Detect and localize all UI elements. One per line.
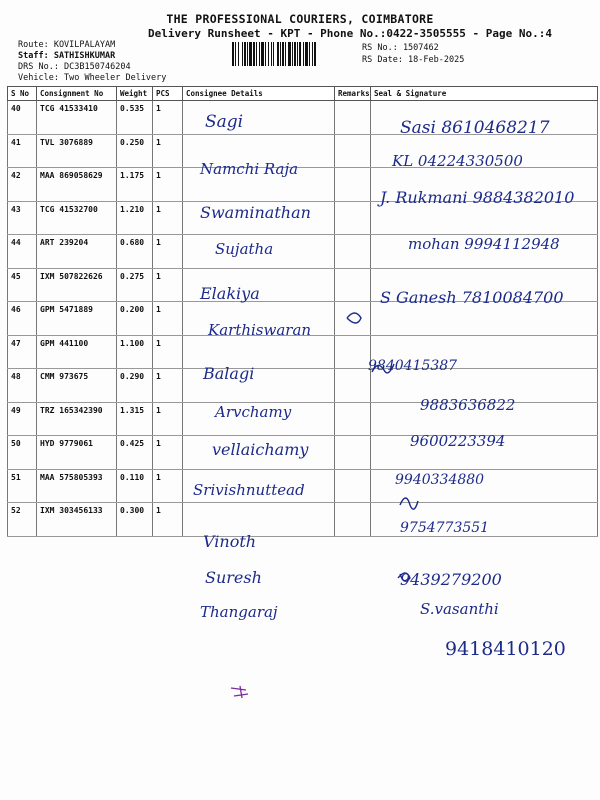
consignment-cell: IXM 303456133 [37,503,117,537]
weight-cell: 0.425 [117,436,153,470]
sno-cell: 51 [8,469,37,503]
consignee-handwritten-name: Thangaraj [200,603,278,621]
rs-number: RS No.: 1507462 [362,43,439,53]
sno-cell: 48 [8,369,37,403]
weight-cell: 1.315 [117,402,153,436]
sno-cell: 43 [8,201,37,235]
consignee-handwritten-name: Sagi [205,112,244,132]
consignee-handwritten-name: Sujatha [215,240,274,258]
weight-cell: 0.680 [117,235,153,269]
pcs-cell: 1 [153,168,183,202]
seal-handwritten-signature: 9600223394 [410,432,506,450]
consignee-handwritten-name: Arvchamy [215,403,292,421]
weight-cell: 1.175 [117,168,153,202]
consignment-cell: IXM 507822626 [37,268,117,302]
sno-cell: 47 [8,335,37,369]
seal-handwritten-signature: 9840415387 [368,358,458,374]
seal-handwritten-signature: Sasi 8610468217 [400,118,550,138]
seal-handwritten-signature: 9940334880 [395,472,485,488]
sno-cell: 41 [8,134,37,168]
pcs-cell: 1 [153,369,183,403]
consignee-handwritten-name: Karthiswaran [208,321,312,339]
drs-label: DRS No.: DC3B150746204 [18,62,131,72]
seal-handwritten-signature: KL 04224330500 [392,152,523,170]
consignment-cell: TCG 41533410 [37,101,117,135]
col-pcs: PCS [153,87,183,101]
vehicle-label: Vehicle: Two Wheeler Delivery [18,73,167,83]
pcs-cell: 1 [153,101,183,135]
weight-cell: 0.535 [117,101,153,135]
route-label: Route: KOVILPALAYAM [18,40,116,50]
consignment-cell: CMM 973675 [37,369,117,403]
weight-cell: 0.250 [117,134,153,168]
weight-cell: 0.110 [117,469,153,503]
consignee-handwritten-name: Suresh [205,568,262,587]
pcs-cell: 1 [153,402,183,436]
col-consignment: Consignment No [37,87,117,101]
rs-date: RS Date: 18-Feb-2025 [362,55,465,65]
pcs-cell: 1 [153,302,183,336]
sno-cell: 40 [8,101,37,135]
col-remarks: Remarks [335,87,371,101]
consignment-cell: TRZ 165342390 [37,402,117,436]
consignment-cell: TVL 3076889 [37,134,117,168]
consignee-handwritten-name: Vinoth [203,532,257,551]
sno-cell: 42 [8,168,37,202]
staff-label: Staff: SATHISHKUMAR [18,51,116,61]
sno-cell: 46 [8,302,37,336]
col-sno: S No [8,87,37,101]
pcs-cell: 1 [153,469,183,503]
sno-cell: 45 [8,268,37,302]
company-title: THE PROFESSIONAL COURIERS, COIMBATORE [166,12,434,26]
consignment-cell: HYD 9779061 [37,436,117,470]
weight-cell: 1.100 [117,335,153,369]
consignee-handwritten-name: vellaichamy [212,440,309,459]
col-consignee: Consignee Details [183,87,335,101]
weight-cell: 0.275 [117,268,153,302]
weight-cell: 1.210 [117,201,153,235]
seal-handwritten-signature: S Ganesh 7810084700 [380,288,564,307]
footer-handwritten-number: 9418410120 [445,638,566,660]
weight-cell: 0.290 [117,369,153,403]
consignment-cell: MAA 575805393 [37,469,117,503]
pcs-cell: 1 [153,503,183,537]
sno-cell: 49 [8,402,37,436]
seal-handwritten-signature: J. Rukmani 9884382010 [380,188,575,207]
col-weight: Weight [117,87,153,101]
consignee-handwritten-name: Elakiya [200,284,260,303]
consignment-cell: TCG 41532700 [37,201,117,235]
sno-cell: 44 [8,235,37,269]
consignment-cell: GPM 5471889 [37,302,117,336]
pcs-cell: 1 [153,335,183,369]
seal-handwritten-signature: 9439279200 [400,570,502,589]
consignment-cell: MAA 869058629 [37,168,117,202]
consignee-handwritten-name: Balagi [203,364,255,383]
pcs-cell: 1 [153,268,183,302]
seal-handwritten-signature: 9883636822 [420,396,516,414]
consignee-handwritten-name: Swaminathan [200,203,311,222]
pcs-cell: 1 [153,201,183,235]
pcs-cell: 1 [153,134,183,168]
col-seal: Seal & Signature [371,87,598,101]
stray-mark [228,684,252,700]
seal-handwritten-signature: mohan 9994112948 [408,235,560,253]
sno-cell: 52 [8,503,37,537]
runsheet-subtitle: Delivery Runsheet - KPT - Phone No.:0422-3505555 - Page No.:4 [148,27,552,40]
pcs-cell: 1 [153,436,183,470]
consignee-handwritten-name: Namchi Raja [200,160,299,178]
consignment-cell: GPM 441100 [37,335,117,369]
sno-cell: 50 [8,436,37,470]
consignment-cell: ART 239204 [37,235,117,269]
seal-handwritten-signature: S.vasanthi [420,600,499,618]
weight-cell: 0.300 [117,503,153,537]
consignee-handwritten-name: Srivishnuttead [193,481,305,499]
weight-cell: 0.200 [117,302,153,336]
seal-handwritten-signature: 9754773551 [400,520,490,536]
pcs-cell: 1 [153,235,183,269]
